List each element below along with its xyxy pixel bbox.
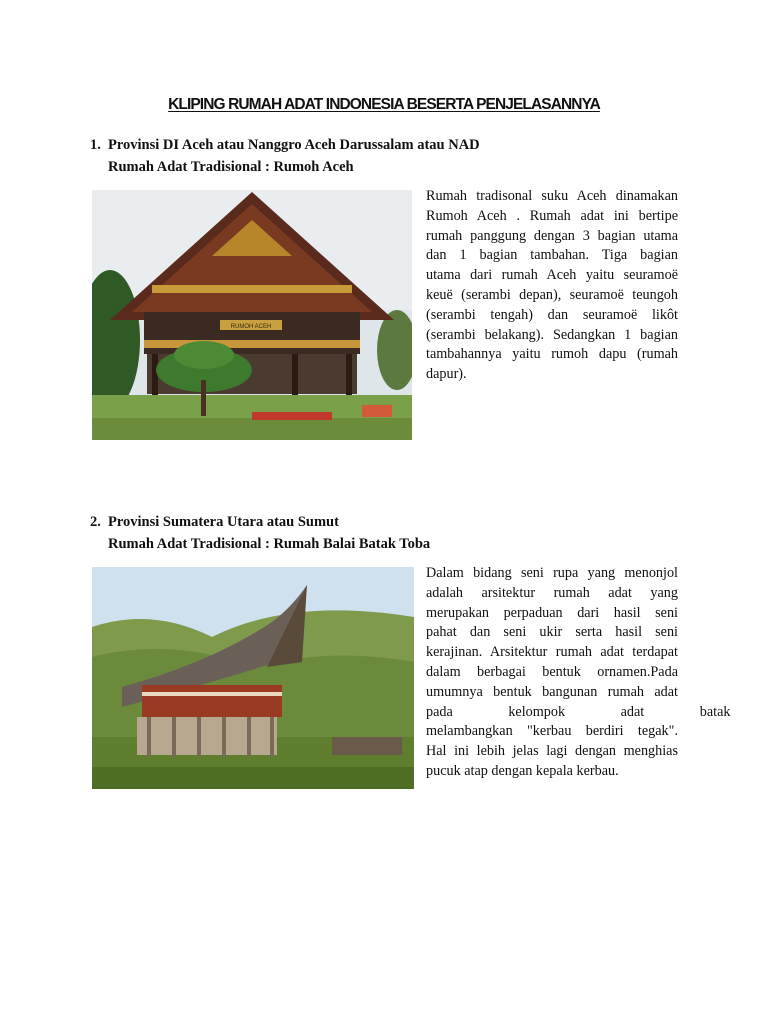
text-line: dalam berbagai bentuk ornamen.Pada	[426, 663, 678, 680]
text-line: pucuk atap dengan kepala kerbau.	[426, 762, 619, 779]
text-line: Rumah tradisonal suku Aceh dinamakan	[426, 188, 678, 204]
text-line: merupakan perpaduan dari hasil seni	[426, 604, 678, 621]
text-line: pahat dan seni ukir serta hasil seni	[426, 624, 678, 641]
text-line: dapur).	[426, 366, 467, 383]
text-line: keuë (serambi depan), seuramoë teungoh	[426, 286, 678, 303]
text-line: Dalam bidang seni rupa yang menonjol	[426, 565, 678, 581]
section-1-description	[426, 187, 678, 385]
text-line: rumah panggung dengan 3 bagian utama	[426, 227, 678, 244]
house-title: Rumah Adat Tradisional : Rumah Balai Batak Toba	[108, 536, 431, 552]
text-line: dan 1 bagian tambahan. Tiga bagian	[426, 247, 678, 264]
text-line: umumnya bentuk bangunan rumah adat	[426, 683, 678, 700]
house-sign: RUMOH ACEH	[230, 324, 272, 330]
house-title: Rumah Adat Tradisional : Rumoh Aceh	[108, 159, 354, 175]
text-line: melambangkan "kerbau berdiri tegak".	[426, 723, 678, 740]
section-number: 1.	[90, 137, 101, 153]
text-line: Rumoh Aceh . Rumah adat ini bertipe	[426, 207, 678, 224]
text-line: tambahannya yaitu rumoh dapu (rumah	[426, 346, 678, 363]
rumah-batak-toba-photo	[92, 567, 414, 789]
text-line: (serambi tengah) dan seuramoë likôt	[426, 306, 678, 323]
section-2-heading	[90, 511, 430, 555]
province-title: Provinsi DI Aceh atau Nanggro Aceh Darussalam atau NAD	[108, 137, 480, 153]
province-title: Provinsi Sumatera Utara atau Sumut	[108, 514, 339, 530]
text-line: utama dari rumah Aceh yaitu seuramoë	[426, 267, 678, 284]
document-title: KLIPING RUMAH ADAT INDONESIA BESERTA PENJELASANNYA	[168, 96, 600, 113]
rumoh-aceh-photo	[92, 190, 412, 440]
text-line: Hal ini lebih jelas lagi dengan menghias	[426, 743, 678, 760]
section-2-description	[426, 564, 731, 782]
text-line: kerajinan. Arsitektur rumah adat terdapat	[426, 644, 678, 661]
section-1-heading	[90, 134, 480, 178]
text-line: (serambi belakang). Sedangkan 1 bagian	[426, 326, 678, 343]
section-number: 2.	[90, 514, 101, 530]
text-line: adalah arsitektur rumah adat yang	[426, 584, 678, 601]
text-line: pada kelompok adat batak	[426, 703, 731, 720]
